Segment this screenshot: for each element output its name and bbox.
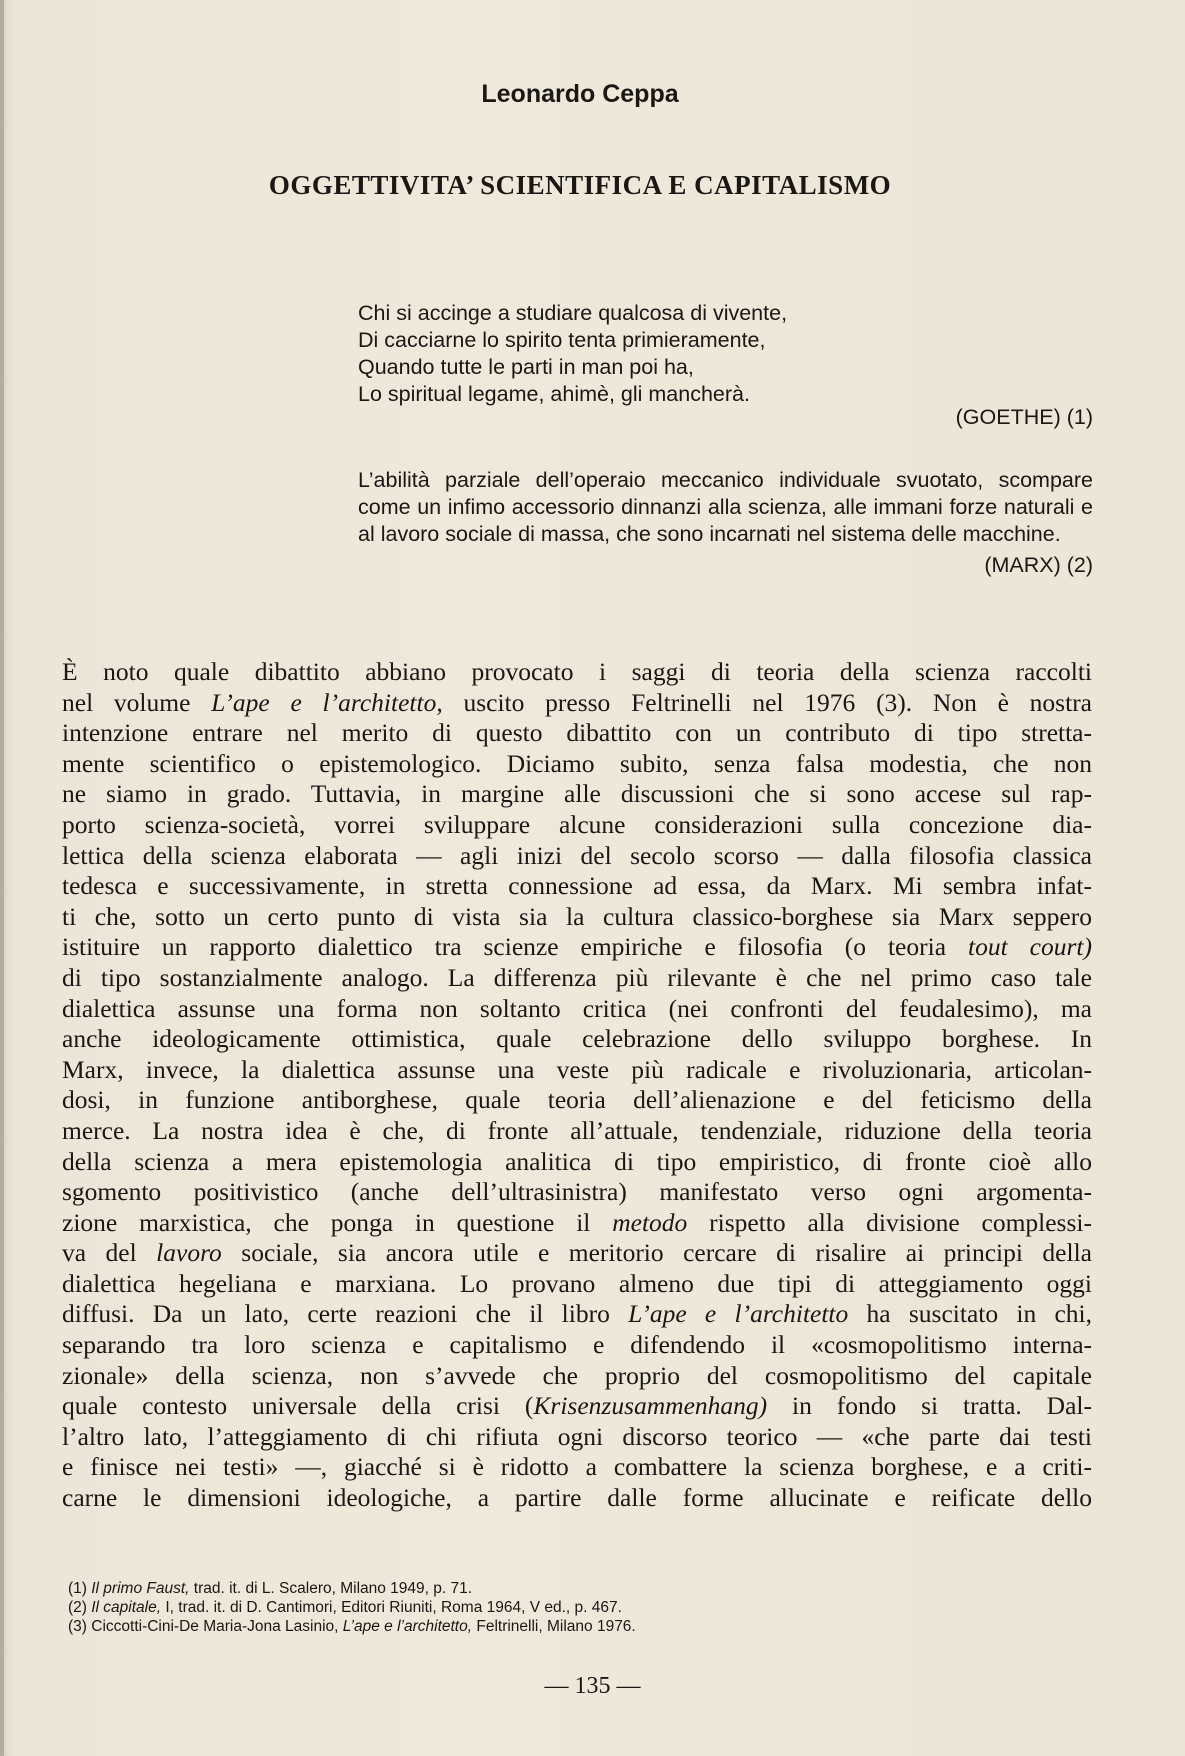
footnote: (2) Il capitale, I, trad. it. di D. Cantimori, Editori Riuniti, Roma 1964, V ed., p. 467.	[68, 1599, 622, 1616]
body-line: Marx, invece, la dialettica assunse una veste più radicale e rivoluzionaria, articolan-	[62, 1054, 1092, 1084]
epigraph-line: Chi si accinge a studiare qualcosa di vivente,	[358, 301, 788, 325]
body-line: merce. La nostra idea è che, di fronte all’attuale, tendenziale, riduzione della teoria	[62, 1115, 1092, 1145]
body-line: zione marxistica, che ponga in questione il metodo rispetto alla divisione complessi-	[62, 1207, 1092, 1237]
footnotes	[68, 1579, 1088, 1636]
body-line: lettica della scienza elaborata — agli inizi del secolo scorso — dalla filosofia classica	[62, 840, 1092, 870]
body-line: istituire un rapporto dialettico tra scienze empiriche e filosofia (o teoria tout court)	[62, 932, 1092, 962]
body-line: ne siamo in grado. Tuttavia, in margine alle discussioni che si sono accese sul rap-	[62, 779, 1092, 809]
body-line: va del lavoro sociale, sia ancora utile e meritorio cercare di risalire ai principi della	[62, 1238, 1092, 1268]
footnote-title: L’ape e l’architetto,	[342, 1618, 473, 1635]
italic-text: lavoro	[156, 1238, 222, 1268]
body-line: zionale» della scienza, non s’avvede che proprio del cosmopolitismo del capitale	[62, 1360, 1092, 1390]
body-line: l’altro lato, l’atteggiamento di chi rifiuta ogni discorso teorico — «che parte dai testi	[62, 1421, 1092, 1451]
body-line: anche ideologicamente ottimistica, quale celebrazione dello sviluppo borghese. In	[62, 1024, 1092, 1054]
footnote-title: Il primo Faust,	[91, 1580, 190, 1597]
footnote-title: Il capitale,	[91, 1599, 162, 1616]
body-line: È noto quale dibattito abbiano provocato i saggi di teoria della scienza raccolti	[62, 657, 1092, 686]
epigraph-line: Lo spiritual legame, ahimè, gli mancherà.	[358, 382, 750, 406]
body-line: separando tra loro scienza e capitalismo e difendendo il «cosmopolitismo interna-	[62, 1330, 1092, 1360]
italic-text: L’ape e l’architetto	[628, 1299, 849, 1329]
body-line: porto scienza-società, vorrei sviluppare alcune considerazioni sulla concezione dia-	[62, 809, 1092, 839]
body-line: nel volume L’ape e l’architetto, uscito presso Feltrinelli nel 1976 (3). Non è nostra	[62, 687, 1093, 717]
epigraph-goethe	[358, 300, 1093, 431]
epigraph-marx	[358, 467, 1093, 579]
body-line: e finisce nei testi» —, giacché si è ridotto a combattere la scienza borghese, e a criti-	[62, 1452, 1092, 1482]
italic-text: Krisenzusammenhang)	[533, 1391, 768, 1421]
author-name: Leonardo Ceppa	[481, 80, 679, 108]
body-line: quale contesto universale della crisi (Krisenzusammenhang) in fondo si tratta. Dal-	[62, 1391, 1092, 1421]
epigraph-line: Di cacciarne lo spirito tenta primieramente,	[358, 328, 766, 352]
epigraph-attribution: (MARX) (2)	[984, 553, 1093, 577]
body-line: mente scientifico o epistemologico. Diciamo subito, senza falsa modestia, che non	[62, 748, 1092, 778]
body-line: intenzione entrare nel merito di questo dibattito con un contributo di tipo stretta-	[62, 718, 1092, 748]
body-line: ti che, sotto un certo punto di vista sia la cultura classico-borghese sia Marx seppero	[62, 901, 1092, 931]
epigraph-attribution: (GOETHE) (1)	[955, 405, 1093, 429]
italic-text: metodo	[612, 1207, 688, 1237]
footnote: (1) Il primo Faust, trad. it. di L. Scalero, Milano 1949, p. 71.	[68, 1580, 473, 1597]
body-line: della scienza a mera epistemologia analitica di tipo empiristico, di fronte cioè allo	[62, 1146, 1092, 1176]
body-line: tedesca e successivamente, in stretta connessione ad essa, da Marx. Mi sembra infat-	[62, 871, 1092, 901]
body-line: carne le dimensioni ideologiche, a partire dalle forme allucinate e reificate dello	[62, 1483, 1092, 1513]
body-paragraph	[62, 657, 1092, 1514]
italic-text: L’ape e l’architetto,	[211, 687, 443, 717]
epigraph-text: L’abilità parziale dell’operaio meccanico individuale svuotato, scompare come un infimo accessorio dinnanzi alla scienza, alle immani forze naturali e al lavoro sociale di massa, che sono incarnati nel sistema delle macchine.	[358, 468, 1093, 546]
body-line: dialettica hegeliana e marxiana. Lo provano almeno due tipi di atteggiamento oggi	[62, 1268, 1092, 1298]
page-edge	[0, 0, 4, 1756]
body-line: diffusi. Da un lato, certe reazioni che il libro L’ape e l’architetto ha suscitato in chi,	[62, 1299, 1092, 1329]
body-line: dosi, in funzione antiborghese, quale teoria dell’alienazione e del feticismo della	[62, 1085, 1092, 1115]
footnote: (3) Ciccotti-Cini-De Maria-Jona Lasinio, L’ape e l’architetto, Feltrinelli, Milano 1976.	[68, 1618, 636, 1635]
body-line: sgomento positivistico (anche dell’ultrasinistra) manifestato verso ogni argomenta-	[62, 1177, 1092, 1207]
italic-text: tout court)	[968, 932, 1092, 962]
body-line: dialettica assunse una forma non soltanto critica (nei confronti del feudalesimo), ma	[62, 993, 1092, 1023]
body-line: di tipo sostanzialmente analogo. La differenza più rilevante è che nel primo caso tale	[62, 962, 1092, 992]
article-title: OGGETTIVITA’ SCIENTIFICA E CAPITALISMO	[268, 170, 892, 200]
epigraph-line: Quando tutte le parti in man poi ha,	[358, 355, 694, 379]
page-number: — 135 —	[544, 1673, 641, 1699]
